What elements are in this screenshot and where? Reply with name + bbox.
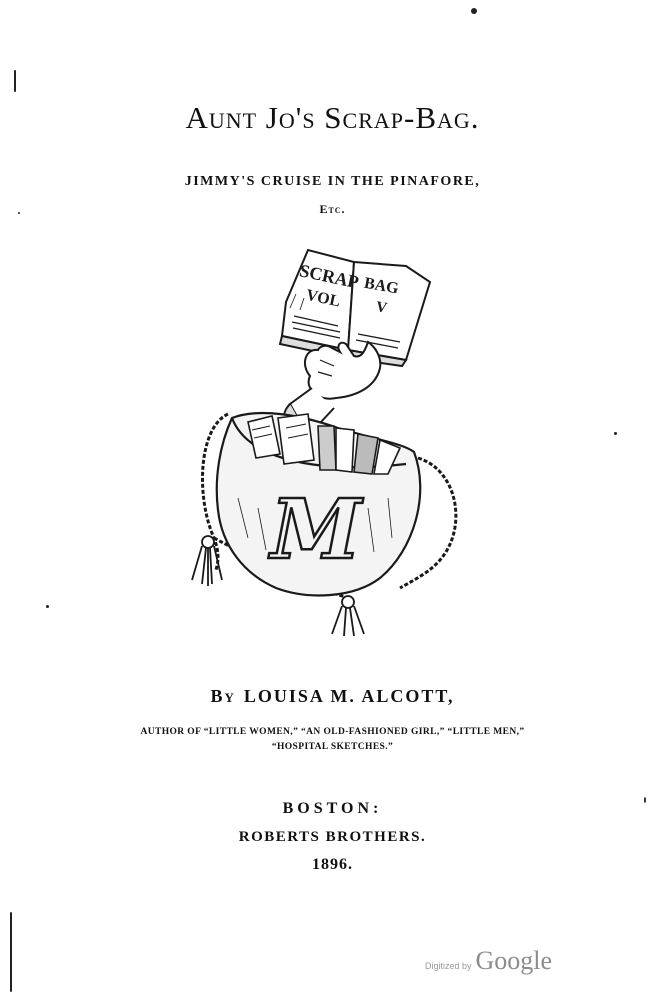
byline-prefix: By <box>210 686 236 706</box>
watermark-prefix: Digitized by <box>425 961 472 971</box>
subtitle-etc: Etc. <box>319 202 346 216</box>
google-logo: Google <box>475 946 553 975</box>
digitized-watermark <box>425 946 552 976</box>
author-name: LOUISA M. ALCOTT, <box>243 686 455 706</box>
left-tassel <box>192 536 222 586</box>
bag-monogram: M <box>270 482 362 578</box>
book-left-word-2: VOL <box>304 286 342 311</box>
author-byline <box>0 686 665 707</box>
scan-speck <box>614 432 617 435</box>
author-works-line-1: AUTHOR OF “LITTLE WOMEN,” “AN OLD-FASHIONED GIRL,” “LITTLE MEN,” <box>140 727 525 737</box>
scrap-bag-illustration <box>168 238 468 638</box>
book-title: Aunt Jo's Scrap-Bag. <box>185 100 480 135</box>
book-left-word-1: SCRAP <box>297 260 361 293</box>
book-right-word-1: BAG <box>362 274 400 298</box>
book-right-word-2: V <box>374 299 389 317</box>
publisher-name: ROBERTS BROTHERS. <box>238 829 427 845</box>
right-tassel <box>332 596 364 636</box>
publication-city: BOSTON: <box>282 800 383 817</box>
book-subtitle: JIMMY'S CRUISE IN THE PINAFORE, <box>184 174 481 189</box>
author-works-line-2: “HOSPITAL SKETCHES.” <box>271 742 394 752</box>
scan-speck <box>46 605 49 608</box>
publication-year: 1896. <box>312 856 353 873</box>
scan-speck <box>471 8 477 14</box>
scan-speck <box>14 70 16 92</box>
scan-speck <box>10 912 12 992</box>
